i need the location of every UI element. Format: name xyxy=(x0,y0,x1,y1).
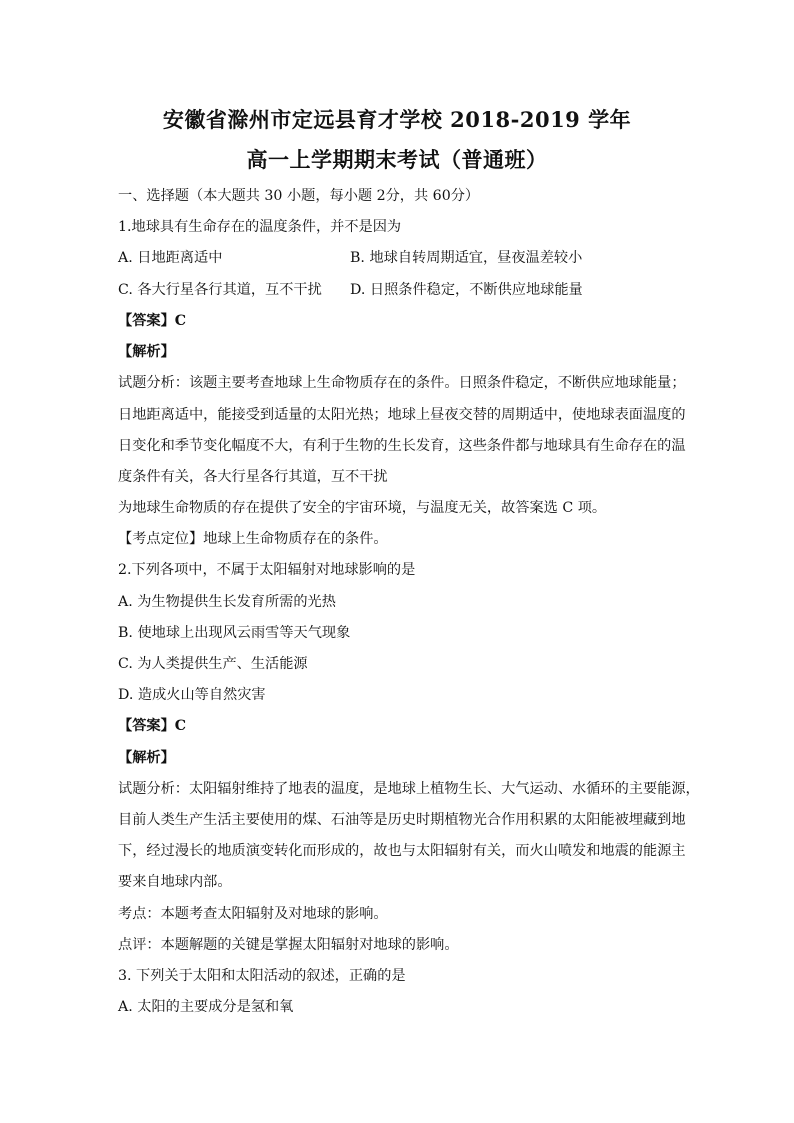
question-3-stem: 3. 下列关于太阳和太阳活动的叙述，正确的是 xyxy=(118,968,406,984)
question-1-analysis-line: 试题分析：该题主要考查地球上生命物质存在的条件。日照条件稳定，不断供应地球能量； xyxy=(118,375,686,391)
question-2-analysis-line: 下，经过漫长的地质演变转化而形成的，故也与太阳辐射有关，而火山喷发和地震的能源主 xyxy=(118,843,686,859)
question-1-options-row-1 xyxy=(118,248,678,268)
question-1-option-d: D. 日照条件稳定，不断供应地球能量 xyxy=(350,282,583,298)
question-1-answer: 【答案】C xyxy=(118,313,187,329)
question-1-option-c: C. 各大行星各行其道，互不干扰 xyxy=(118,282,322,298)
question-1-stem: 1.地球具有生命存在的温度条件，并不是因为 xyxy=(118,219,402,235)
question-1-option-b: B. 地球自转周期适宜，昼夜温差较小 xyxy=(350,250,583,266)
question-2-answer: 【答案】C xyxy=(118,718,187,734)
question-2-analysis-line: 试题分析：太阳辐射维持了地表的温度，是地球上植物生长、大气运动、水循环的主要能源， xyxy=(118,781,700,797)
document-title-line-1: 安徽省滁州市定远县育才学校 2018-2019 学年 xyxy=(162,107,632,132)
question-1-options-row-2 xyxy=(118,280,678,300)
question-2-option-b: B. 使地球上出现风云雨雪等天气现象 xyxy=(118,625,351,641)
question-3-option-a: A. 太阳的主要成分是氢和氧 xyxy=(118,999,294,1015)
question-1-key-point: 【考点定位】地球上生命物质存在的条件。 xyxy=(118,531,388,547)
question-2-exam-point: 考点：本题考查太阳辐射及对地球的影响。 xyxy=(118,906,388,922)
question-1-analysis-line: 日地距离适中，能接受到适量的太阳光热；地球上昼夜交替的周期适中，使地球表面温度的 xyxy=(118,407,686,423)
document-title-line-2: 高一上学期期末考试（普通班） xyxy=(246,147,548,172)
question-1-option-a: A. 日地距离适中 xyxy=(118,250,223,266)
question-2-option-d: D. 造成火山等自然灾害 xyxy=(118,687,266,703)
section-heading: 一、选择题（本大题共 30 小题，每小题 2分，共 60分） xyxy=(118,188,480,204)
question-2-comment: 点评：本题解题的关键是掌握太阳辐射对地球的影响。 xyxy=(118,937,459,953)
question-2-option-a: A. 为生物提供生长发育所需的光热 xyxy=(118,594,336,610)
question-1-analysis-line: 日变化和季节变化幅度不大，有利于生物的生长发育，这些条件都与地球具有生命存在的温 xyxy=(118,438,686,454)
question-2-analysis-line: 要来自地球内部。 xyxy=(118,874,232,890)
question-2-analysis-label: 【解析】 xyxy=(118,750,175,766)
question-2-stem: 2.下列各项中，不属于太阳辐射对地球影响的是 xyxy=(118,562,416,578)
question-2-option-c: C. 为人类提供生产、生活能源 xyxy=(118,656,308,672)
question-1-analysis-line: 度条件有关，各大行星各行其道，互不干扰 xyxy=(118,469,388,485)
question-1-analysis-label: 【解析】 xyxy=(118,344,175,360)
question-2-analysis-line: 目前人类生产生活主要使用的煤、石油等是历史时期植物光合作用积累的太阳能被埋藏到地 xyxy=(118,812,686,828)
question-1-analysis-line: 为地球生命物质的存在提供了安全的宇宙环境，与温度无关，故答案选 C 项。 xyxy=(118,500,607,516)
